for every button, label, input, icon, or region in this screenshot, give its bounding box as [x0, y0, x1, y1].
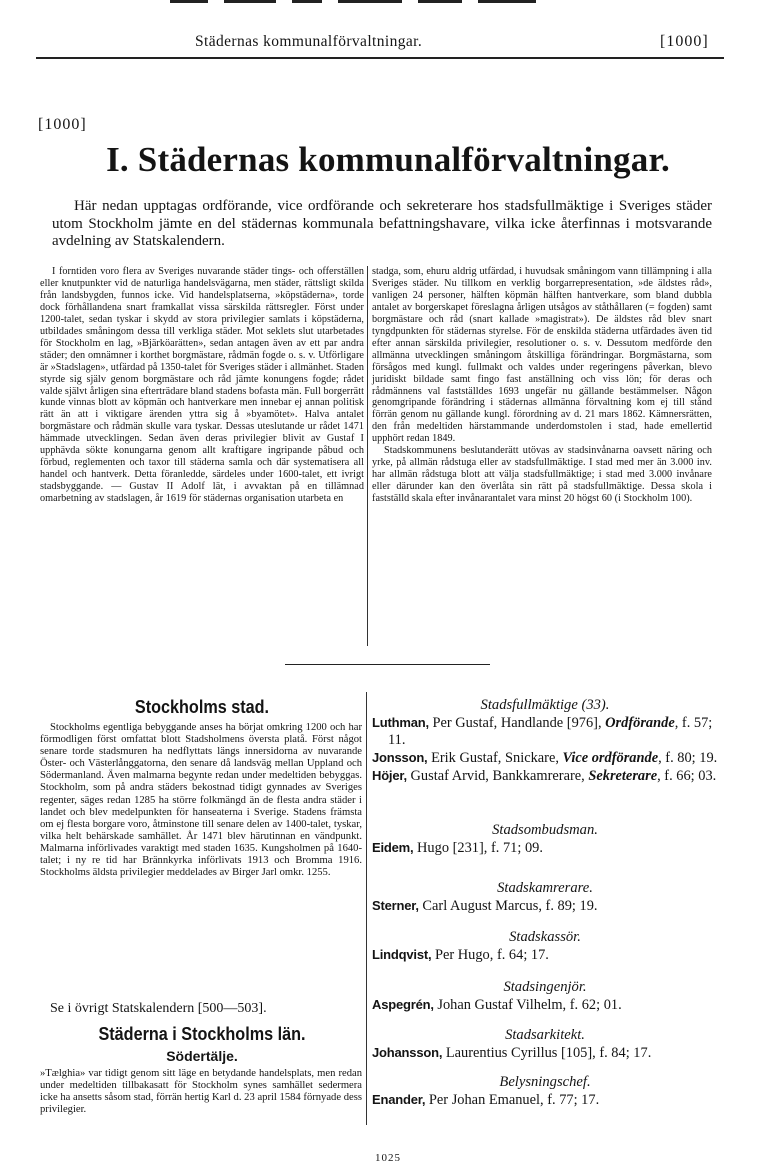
header-rule	[36, 57, 724, 59]
office-group	[372, 880, 718, 915]
history-paragraph: I forntiden voro flera av Sveriges nuvarande städer tings- och offerställen eller knutpunkter vid de naturliga handelsvägarna, men städer, rättsligt skilda från landsbygden, funnos icke. Vid handelsplatserna, »köpstäderna», torde dock förhållandena snart framkallat vissa särskilda rättsregler. Först under 1200-talet, sedan tyskar i skydd av stora privilegier samlats i köpstäderna, utbildades småningom dessa till verkliga städer. Mot seklets slut utarbetades för Stockholm en lag, »Bjärköarätten», sedan antagen även av ett par andra städer; den omnämner i korthet borgmästare, rådmän fogde o. s. v. Utförligare är »Stadslagen», utfärdad på 1350-talet för Sveriges städer i allmänhet. Staden styrde sig själv genom borgmästare och råd jämte konungens fogde; rådet valde självt årligen sina efterträdare bland stadens bofasta män. Full borgerrätt kunde vinnas blott av köpmän och hantverkare men innebar ej annan politisk rätt än att i viktigare ärenden yttra sig å »byamötet». Halva antalet borgmästare och rådmän skulle vara tyskar. Dessas uteslutande ur rådet 1471 hämmade utvecklingen. Sedan även deras privilegier blivit av Gustaf I upphävda sökte konungarna genom allt kraftigare ingripande påbud och förbud, reglementen och taxor till städerna samla och där systematisera all handel och hantverk. Detta föranledde, särdeles under 1600-talet, ett ivrigt stadsbyggande. — Gustav II Adolf lät, i avvaktan på en tillämnad omarbetning av stadslagen, år 1619 för städernas organisation utarbeta en	[40, 266, 364, 505]
official-name: Eidem,	[372, 840, 414, 855]
official-name: Enander,	[372, 1092, 426, 1107]
official-details-tail: , f. 66; 03.	[657, 768, 717, 784]
section-title: I. Städernas kommunalförvaltningar.	[106, 140, 670, 179]
official-entry	[372, 767, 718, 785]
stockholm-heading: Stockholms stad.	[134, 697, 270, 717]
official-name: Aspegrén,	[372, 997, 434, 1012]
stockholm-text: Stockholms egentliga bebyggande anses ha börjat omkring 1200 och har förmodligen först omfattat blott Stadsholmens översta platå. Först något senare torde stadsmuren ha nedflyttats längs innersidorna av nuvarande Öster- och Västerlånggatorna, den senare då landsväg mellan Uppland och Södermanland. Även malmarna begynte redan under medeltiden bebyggas. Stockholm, som på andra städers bekostnad tidigt gynnades av Sveriges regenter, säges redan 1285 ha större folkmängd än de flesta andra städer i landet och blev medelpunkten för hanseaterna i Sverige. Stadens främsta om ej flesta borgare voro, åtminstone till senare delen av 1400-talet, tyskar, vilka helt behärskade samhället. År 1471 blev härutinnan en vändpunkt. Malmarna införlivades varaktigt med staden 1635. Kungsholmen på 1640-talet; i ny re tid har Brännkyrka införlivats 1913 och Bromma 1916. Stockholms äldsta privilegier meddelades av Birger Jarl omkr. 1255.	[40, 722, 362, 879]
official-details: Gustaf Arvid, Bankkamrerare,	[406, 768, 589, 784]
section-intro: Här nedan upptagas ordförande, vice ordförande och sekreterare hos stadsfullmäktige i Sveriges städer utom Stockholm jämte en del städernas kommunala befattningshavare, vilka icke återfinnas i motsvarande avdelning av Statskalendern.	[52, 198, 712, 249]
official-name: Höjer,	[372, 768, 407, 783]
history-column-right	[372, 266, 712, 505]
office-group	[372, 929, 718, 964]
official-entry	[372, 1091, 718, 1109]
official-details: Per Johan Emanuel, f. 77; 17.	[425, 1092, 600, 1108]
official-role: Sekreterare	[588, 768, 658, 784]
official-entry	[372, 749, 718, 767]
office-heading: Stadsarkitekt.	[505, 1027, 585, 1043]
official-details: Laurentius Cyrillus [105], f. 84; 17.	[442, 1045, 652, 1061]
official-name: Johansson,	[372, 1045, 443, 1060]
scan-marks	[170, 0, 630, 6]
office-group	[372, 697, 718, 785]
officials-list	[372, 697, 718, 785]
history-column-left	[40, 266, 364, 505]
official-name: Lindqvist,	[372, 947, 432, 962]
office-heading: Stadsingenjör.	[503, 979, 587, 995]
office-heading: Stadsombudsman.	[492, 822, 598, 838]
see-also-reference: Se i övrigt Statskalendern [500—503].	[50, 1001, 267, 1016]
official-entry	[372, 897, 718, 915]
official-details-tail: , f. 57; 11.	[388, 715, 713, 748]
lan-heading: Städerna i Stockholms län.	[98, 1024, 306, 1044]
office-group	[372, 822, 718, 857]
official-entry	[372, 996, 718, 1014]
sodertalje-text: »Tælghia» var tidigt genom sitt läge en betydande handelsplats, men redan under medeltiden tillbakasatt för Stockholm synes samhället sedermera icke ha ansetts såsom stad, förrän hertig Karl d. 23 april 1584 förnyade dess privilegier.	[40, 1068, 362, 1116]
office-group	[372, 1027, 718, 1062]
official-entry	[372, 839, 718, 857]
office-heading: Stadskamrerare.	[497, 880, 593, 896]
section-divider	[285, 664, 490, 665]
official-name: Sterner,	[372, 898, 419, 913]
history-paragraph: stadga, som, ehuru aldrig utfärdad, i huvudsak småningom vann tillämpning i alla Sveriges städer. Nu tillkom en verklig borgarrepresentation, »de äldstes råd», vanligen 24 personer, hälften köpmän hälften hantverkare, som bland dubbla antalet av borgerskapet föreslagna årligen utsågos av ståthållaren (= fogden) samt borgmästare och råd (snart kallade »magistrat»). De äldstes råd blev snart tyngdpunkten för städernas styrelse. För de enskilda städerna utfärdades även tid efter annan särskilda privilegier, resolutioner o. s. v. Dessutom medförde den allmänna utvecklingen småningom åtskilliga förändringar. Borgmästarna, som försågos med kungl. fullmakt och valdes under regeringens påverkan, blevo juridiskt bildade samt fingo fast anställning och viss lön; för deras och rådmännens val fastställdes 1693 ungefär nu gällande bestämmelser. Någon genomgripande förändring i städernas allmänna förvaltning kom ej till stånd förrän genom nu gällande kungl. förordning av d. 21 mars 1862. Kämnersrätten, den från medeltiden härstammande underdomstolen i stad, hade emellertid upphört redan 1849.	[372, 266, 712, 445]
official-details: Johan Gustaf Vilhelm, f. 62; 01.	[433, 997, 622, 1013]
official-details: Carl August Marcus, f. 89; 19.	[418, 898, 598, 914]
sodertalje-heading: Södertälje.	[166, 1048, 238, 1064]
official-details-tail: , f. 80; 19.	[658, 750, 718, 766]
official-entry	[372, 946, 718, 964]
office-group	[372, 979, 718, 1014]
official-name: Jonsson,	[372, 750, 428, 765]
column-divider	[367, 266, 368, 646]
official-details: Per Gustaf, Handlande [976],	[428, 715, 606, 731]
page-number-footer: 1025	[375, 1152, 401, 1164]
office-heading: Stadsfullmäktige (33).	[480, 697, 610, 713]
office-group	[372, 1074, 718, 1109]
column-divider	[366, 692, 367, 1125]
office-heading: Stadskassör.	[509, 929, 581, 945]
office-heading: Belysningschef.	[499, 1074, 591, 1090]
official-role: Vice ordförande	[562, 750, 659, 766]
running-title: Städernas kommunalförvaltningar.	[195, 33, 423, 50]
section-number: [1000]	[38, 116, 87, 133]
official-entry	[372, 1044, 718, 1062]
official-details: Erik Gustaf, Snickare,	[427, 750, 563, 766]
page-number-top: [1000]	[660, 33, 709, 50]
running-header	[0, 33, 776, 55]
official-entry	[372, 714, 718, 749]
official-name: Luthman,	[372, 715, 429, 730]
history-paragraph: Stadskommunens beslutanderätt utövas av stadsinvånarna oavsett näring och yrke, på allmän rådstuga eller av stadsfullmäktige. I stad med mer än 3.000 inv. har allmän rådstuga blott att välja stadsfullmäktige; i stad med 3.000 invånare eller därunder kan den överlåta sin rätt på stadsfullmäktige. Dessa skola i fastställd skala efter invånarantalet vara minst 20 högst 60 (i Stockholm 100).	[372, 445, 712, 505]
official-details: Hugo [231], f. 71; 09.	[413, 840, 543, 856]
official-details: Per Hugo, f. 64; 17.	[431, 947, 549, 963]
official-role: Ordförande	[605, 715, 675, 731]
